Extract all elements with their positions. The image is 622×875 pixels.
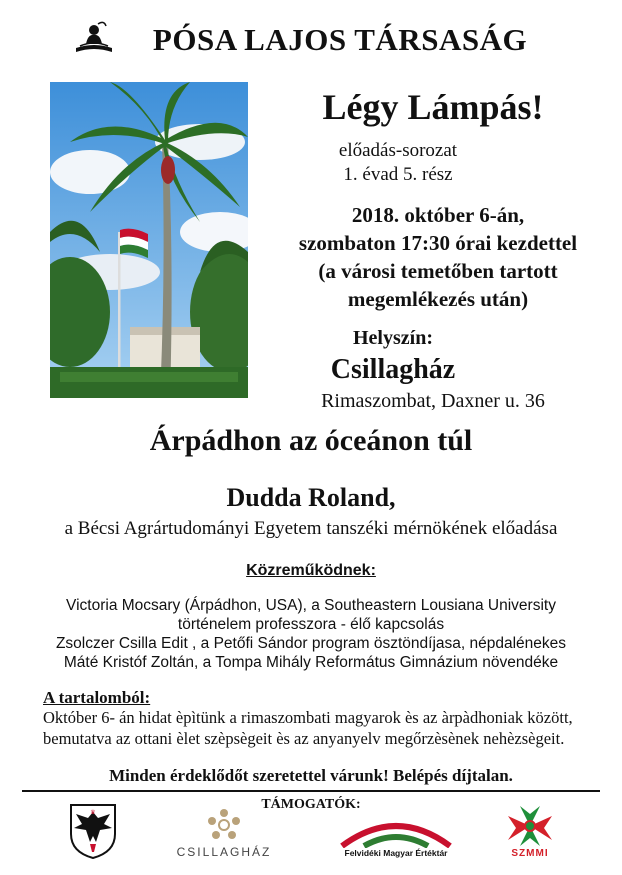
society-title: PÓSA LAJOS TÁRSASÁG <box>152 22 528 57</box>
palm-tree-photo <box>50 82 248 398</box>
csillaghaz-star-icon <box>206 808 242 842</box>
divider <box>22 790 600 792</box>
szmmi-logo-text: SZMMI <box>511 848 549 859</box>
event-note-line1: (a városi temetőben tartott <box>318 259 558 283</box>
venue-address: Rimaszombat, Daxner u. 36 <box>321 390 545 412</box>
contributor-line: Zsolczer Csilla Edit , a Petőfi Sándor program ösztöndíjasa, népdalénekes <box>55 635 567 652</box>
venue-label: Helyszín: <box>353 327 433 349</box>
speaker-name: Dudda Roland, <box>226 483 396 512</box>
coat-of-arms-icon <box>68 802 118 860</box>
lecture-title: Árpádhon az óceánon túl <box>149 424 473 457</box>
contributor-line: Victoria Mocsary (Árpádhon, USA), a Southeastern Lousiana University <box>66 597 556 614</box>
season-episode: 1. évad 5. rész <box>343 164 453 185</box>
contributor-line: történelem professzora - élő kapcsolás <box>177 616 445 633</box>
felvideki-ertektar-arc-icon <box>336 812 456 848</box>
event-date: 2018. október 6-án, <box>351 203 525 227</box>
speaker-description: a Bécsi Agrártudományi Egyetem tanszéki mérnökének előadása <box>64 518 558 539</box>
venue-name: Csillagház <box>330 354 456 385</box>
contributor-line: Máté Kristóf Zoltán, a Tompa Mihály Református Gimnázium növendéke <box>63 654 559 671</box>
contributors-heading: Közreműködnek: <box>246 562 376 579</box>
closing-invitation: Minden érdeklődőt szeretettel várunk! Belépés díjtalan. <box>109 766 513 785</box>
content-heading: A tartalomból: <box>43 688 151 707</box>
content-line: Október 6- án hidat èpìtünk a rimaszombati magyarok ès az àrpàdhoniak között, <box>43 708 573 727</box>
event-note-line2: megemlékezés után) <box>347 287 529 311</box>
content-line: bemutatva az ottani èlet szèpsègeit ès az anyanyelv megőrzèsènek nehèzsègeit. <box>43 729 565 748</box>
szmmi-flower-icon <box>506 804 554 848</box>
svg-text:♛: ♛ <box>90 809 96 816</box>
series-label: előadás-sorozat <box>338 140 458 161</box>
csillaghaz-logo-text: CSILLAGHÁZ <box>176 845 272 859</box>
felvideki-ertektar-logo-text: Felvidéki Magyar Értéktár <box>344 848 448 858</box>
sponsors-label: TÁMOGATÓK: <box>261 797 361 812</box>
event-time: szombaton 17:30 órai kezdettel <box>298 231 578 255</box>
event-title: Légy Lámpás! <box>322 87 544 127</box>
reading-figure-logo-icon <box>72 18 116 58</box>
